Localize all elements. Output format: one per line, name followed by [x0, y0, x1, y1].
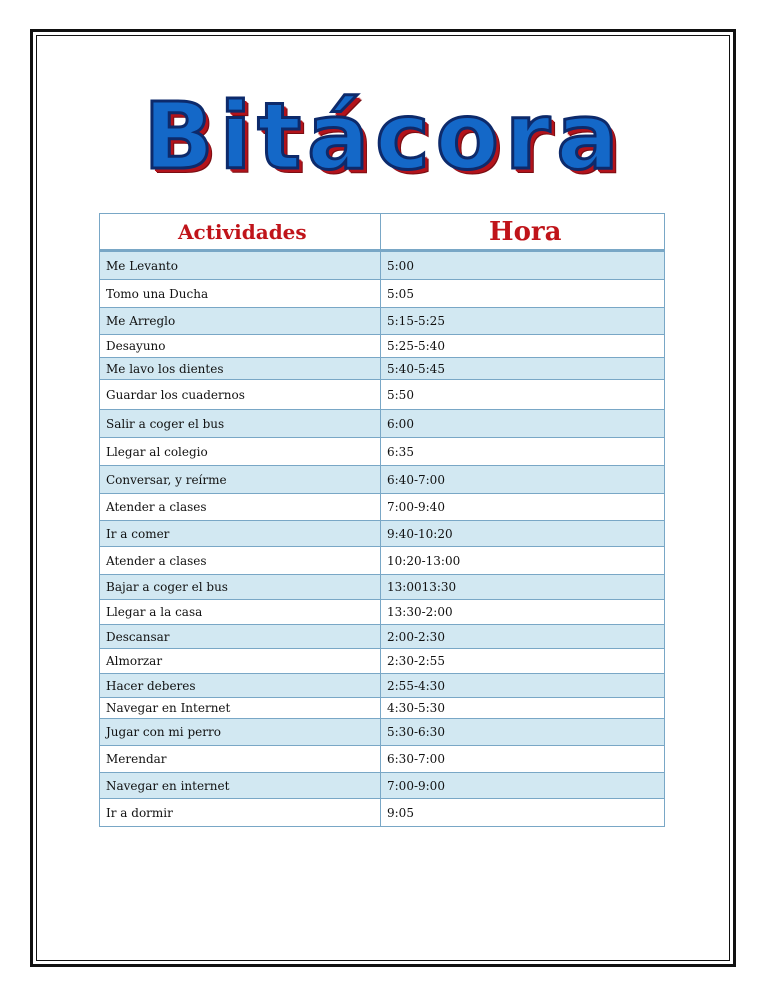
activity-cell: Navegar en internet	[100, 773, 381, 799]
activity-cell: Me lavo los dientes	[100, 358, 381, 380]
time-cell: 9:05	[381, 799, 665, 827]
activity-cell: Bajar a coger el bus	[100, 575, 381, 600]
time-cell: 4:30-5:30	[381, 698, 665, 719]
table-row	[100, 335, 665, 358]
schedule-table	[99, 213, 665, 827]
time-cell: 6:00	[381, 410, 665, 438]
time-cell: 5:00	[381, 251, 665, 280]
activity-cell: Guardar los cuadernos	[100, 380, 381, 410]
header-activities: Actividades	[100, 214, 381, 251]
table-row	[100, 575, 665, 600]
activity-cell: Conversar, y reírme	[100, 466, 381, 494]
activity-cell: Jugar con mi perro	[100, 719, 381, 746]
time-cell: 6:35	[381, 438, 665, 466]
activity-cell: Navegar en Internet	[100, 698, 381, 719]
time-cell: 7:00-9:40	[381, 494, 665, 521]
time-cell: 2:55-4:30	[381, 674, 665, 698]
time-cell: 13:0013:30	[381, 575, 665, 600]
table-row	[100, 521, 665, 547]
table-row	[100, 438, 665, 466]
table-row	[100, 649, 665, 674]
activity-cell: Me Arreglo	[100, 308, 381, 335]
activity-cell: Salir a coger el bus	[100, 410, 381, 438]
activity-cell: Llegar al colegio	[100, 438, 381, 466]
time-cell: 5:25-5:40	[381, 335, 665, 358]
table-row	[100, 280, 665, 308]
table-row	[100, 746, 665, 773]
time-cell: 2:30-2:55	[381, 649, 665, 674]
table-row	[100, 773, 665, 799]
activity-cell: Atender a clases	[100, 547, 381, 575]
activity-cell: Llegar a la casa	[100, 600, 381, 625]
table-body	[100, 251, 665, 827]
activity-cell: Ir a comer	[100, 521, 381, 547]
table-row	[100, 719, 665, 746]
time-cell: 7:00-9:00	[381, 773, 665, 799]
activity-cell: Merendar	[100, 746, 381, 773]
activity-cell: Ir a dormir	[100, 799, 381, 827]
table-row	[100, 494, 665, 521]
activity-cell: Hacer deberes	[100, 674, 381, 698]
activity-cell: Descansar	[100, 625, 381, 649]
page-title: Bitácora	[143, 83, 625, 190]
time-cell: 6:40-7:00	[381, 466, 665, 494]
table-row	[100, 674, 665, 698]
table-row	[100, 625, 665, 649]
time-cell: 5:05	[381, 280, 665, 308]
activity-cell: Me Levanto	[100, 251, 381, 280]
header-time: Hora	[381, 214, 665, 251]
activity-cell: Tomo una Ducha	[100, 280, 381, 308]
time-cell: 2:00-2:30	[381, 625, 665, 649]
table-row	[100, 308, 665, 335]
table-row	[100, 600, 665, 625]
table-row	[100, 698, 665, 719]
activity-cell: Atender a clases	[100, 494, 381, 521]
time-cell: 13:30-2:00	[381, 600, 665, 625]
table-row	[100, 251, 665, 280]
time-cell: 10:20-13:00	[381, 547, 665, 575]
time-cell: 5:15-5:25	[381, 308, 665, 335]
table-row	[100, 358, 665, 380]
time-cell: 5:50	[381, 380, 665, 410]
time-cell: 9:40-10:20	[381, 521, 665, 547]
time-cell: 5:40-5:45	[381, 358, 665, 380]
activity-cell: Desayuno	[100, 335, 381, 358]
time-cell: 6:30-7:00	[381, 746, 665, 773]
table-row	[100, 410, 665, 438]
table-row	[100, 380, 665, 410]
table-header-row	[100, 214, 665, 251]
table-row	[100, 799, 665, 827]
table-row	[100, 466, 665, 494]
table-row	[100, 547, 665, 575]
time-cell: 5:30-6:30	[381, 719, 665, 746]
activity-cell: Almorzar	[100, 649, 381, 674]
